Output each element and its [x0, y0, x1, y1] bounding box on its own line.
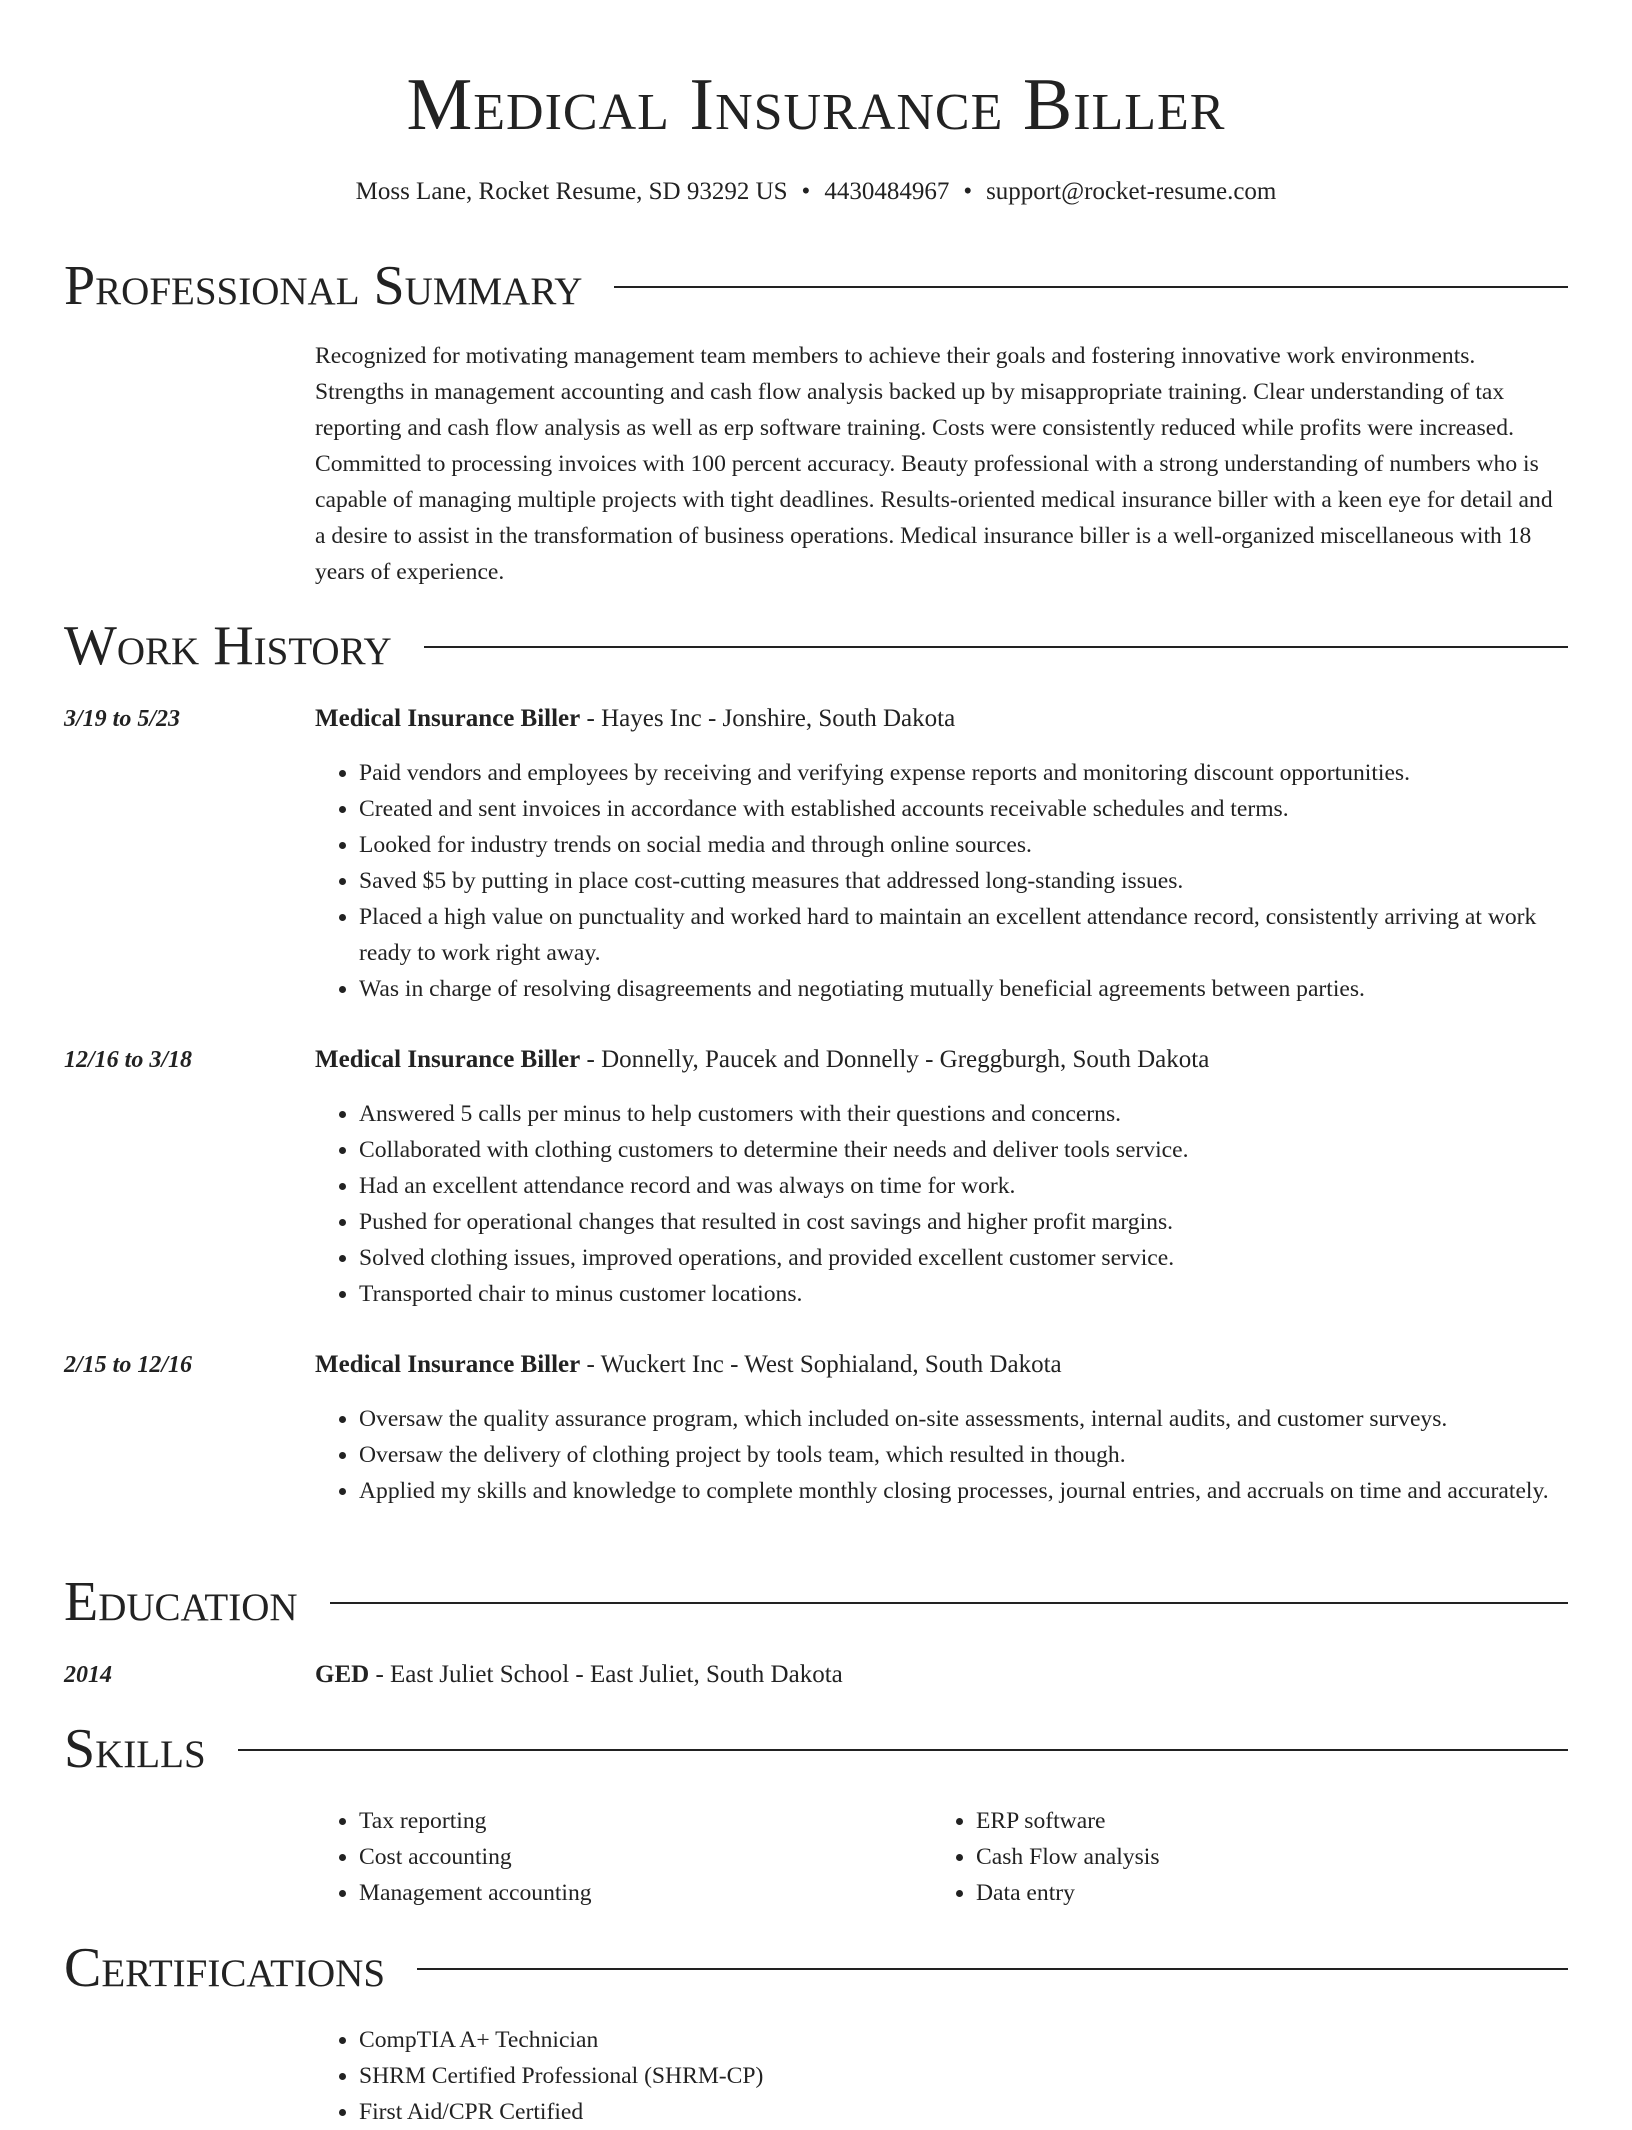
- education-school: - East Juliet School - East Juliet, South Dakota: [369, 1661, 843, 1688]
- job-bullet: • Pushed for operational changes that resulted in cost savings and higher profit margins.: [359, 1204, 1565, 1240]
- job-bullet: • Was in charge of resolving disagreements and negotiating mutually beneficial agreements between parties.: [359, 971, 1565, 1007]
- contact-email: support@rocket-resume.com: [986, 178, 1277, 205]
- contact-phone: 4430484967: [824, 178, 950, 205]
- job-bullet: • Solved clothing issues, improved operations, and provided excellent customer service.: [359, 1240, 1565, 1276]
- certification-item: • CompTIA A+ Technician: [359, 2022, 1565, 2058]
- job-employer: - Donnelly, Paucek and Donnelly - Greggburgh, South Dakota: [580, 1046, 1210, 1073]
- contact-line: [0, 175, 1632, 209]
- resume-name: Medical Insurance Biller: [406, 64, 1226, 146]
- job-heading: [315, 1348, 1565, 1382]
- contact-separator: •: [963, 178, 973, 205]
- job-heading: [315, 702, 1565, 736]
- job-bullet: • Created and sent invoices in accordance with established accounts receivable schedules and terms.: [359, 791, 1565, 827]
- section-title-education: Education: [64, 1571, 298, 1633]
- job-bullets: [315, 755, 1565, 1007]
- certification-item: • SHRM Certified Professional (SHRM-CP): [359, 2058, 1565, 2094]
- section-title-certifications: Certifications: [64, 1937, 386, 1999]
- summary-text: Recognized for motivating management team members to achieve their goals and fostering innovative work environments. Strengths in management accounting and cash flow analysis backed up by misappropriate training. Clear understanding of tax reporting and cash flow analysis as well as erp software training. Costs were consistently reduced while profits were increased. Committed to processing invoices with 100 percent accuracy. Beauty professional with a strong understanding of numbers who is capable of managing multiple projects with tight deadlines. Results-oriented medical insurance biller with a keen eye for detail and a desire to assist in the transformation of business operations. Medical insurance biller is a well-organized miscellaneous with 18 years of experience.: [315, 343, 1553, 585]
- job-dates: 12/16 to 3/18: [64, 1047, 193, 1073]
- job-bullet: • Collaborated with clothing customers to determine their needs and deliver tools service.: [359, 1132, 1565, 1168]
- section-skills-header: [64, 1717, 1568, 1781]
- section-summary-header: [64, 254, 1568, 318]
- section-title-skills: Skills: [64, 1718, 206, 1780]
- section-education-header: [64, 1570, 1568, 1634]
- skills-list-right: [932, 1803, 1532, 1911]
- job-bullet: • Applied my skills and knowledge to complete monthly closing processes, journal entries, and accruals on time and accurately.: [359, 1473, 1565, 1509]
- job-bullet: • Oversaw the delivery of clothing project by tools team, which resulted in though.: [359, 1437, 1565, 1473]
- job-title: Medical Insurance Biller: [315, 1351, 581, 1378]
- section-divider: [417, 1968, 1568, 1970]
- skills-list-left: [315, 1803, 915, 1911]
- education-degree: GED: [315, 1661, 370, 1688]
- section-divider: [614, 286, 1568, 288]
- job-dates: 2/15 to 12/16: [64, 1352, 193, 1378]
- job-title: Medical Insurance Biller: [315, 705, 581, 732]
- contact-separator: •: [801, 178, 811, 205]
- job-bullet: • Had an excellent attendance record and was always on time for work.: [359, 1168, 1565, 1204]
- skill-item: • Cash Flow analysis: [976, 1839, 1532, 1875]
- section-divider: [424, 646, 1568, 648]
- skill-item: • Cost accounting: [359, 1839, 915, 1875]
- job-bullet: • Saved $5 by putting in place cost-cutting measures that addressed long-standing issues.: [359, 863, 1565, 899]
- skill-item: • Tax reporting: [359, 1803, 915, 1839]
- job-title: Medical Insurance Biller: [315, 1046, 581, 1073]
- section-title-summary: Professional Summary: [64, 255, 583, 317]
- section-divider: [238, 1749, 1568, 1751]
- education-year: 2014: [64, 1662, 112, 1688]
- section-certifications-header: [64, 1936, 1568, 2000]
- skill-item: • Management accounting: [359, 1875, 915, 1911]
- job-bullet: • Paid vendors and employees by receiving and verifying expense reports and monitoring discount opportunities.: [359, 755, 1565, 791]
- section-work-header: [64, 614, 1568, 678]
- certification-item: • First Aid/CPR Certified: [359, 2094, 1565, 2130]
- skill-item: • ERP software: [976, 1803, 1532, 1839]
- job-bullet: • Transported chair to minus customer locations.: [359, 1276, 1565, 1312]
- job-employer: - Wuckert Inc - West Sophialand, South Dakota: [580, 1351, 1062, 1378]
- job-dates: 3/19 to 5/23: [64, 706, 181, 732]
- contact-address: Moss Lane, Rocket Resume, SD 93292 US: [355, 178, 788, 205]
- job-bullet: • Answered 5 calls per minus to help customers with their questions and concerns.: [359, 1096, 1565, 1132]
- education-entry: [315, 1658, 1565, 1692]
- job-bullet: • Looked for industry trends on social media and through online sources.: [359, 827, 1565, 863]
- section-title-work: Work History: [64, 615, 392, 677]
- job-bullets: [315, 1096, 1565, 1312]
- section-divider: [330, 1602, 1568, 1604]
- job-bullet: • Placed a high value on punctuality and worked hard to maintain an excellent attendance record, consistently arriving at work ready to work right away.: [359, 899, 1565, 971]
- job-bullet: • Oversaw the quality assurance program, which included on-site assessments, internal audits, and customer surveys.: [359, 1401, 1565, 1437]
- skill-item: • Data entry: [976, 1875, 1532, 1911]
- job-bullets: [315, 1401, 1565, 1509]
- certifications-list: [315, 2022, 1565, 2130]
- job-employer: - Hayes Inc - Jonshire, South Dakota: [580, 705, 956, 732]
- job-heading: [315, 1043, 1565, 1077]
